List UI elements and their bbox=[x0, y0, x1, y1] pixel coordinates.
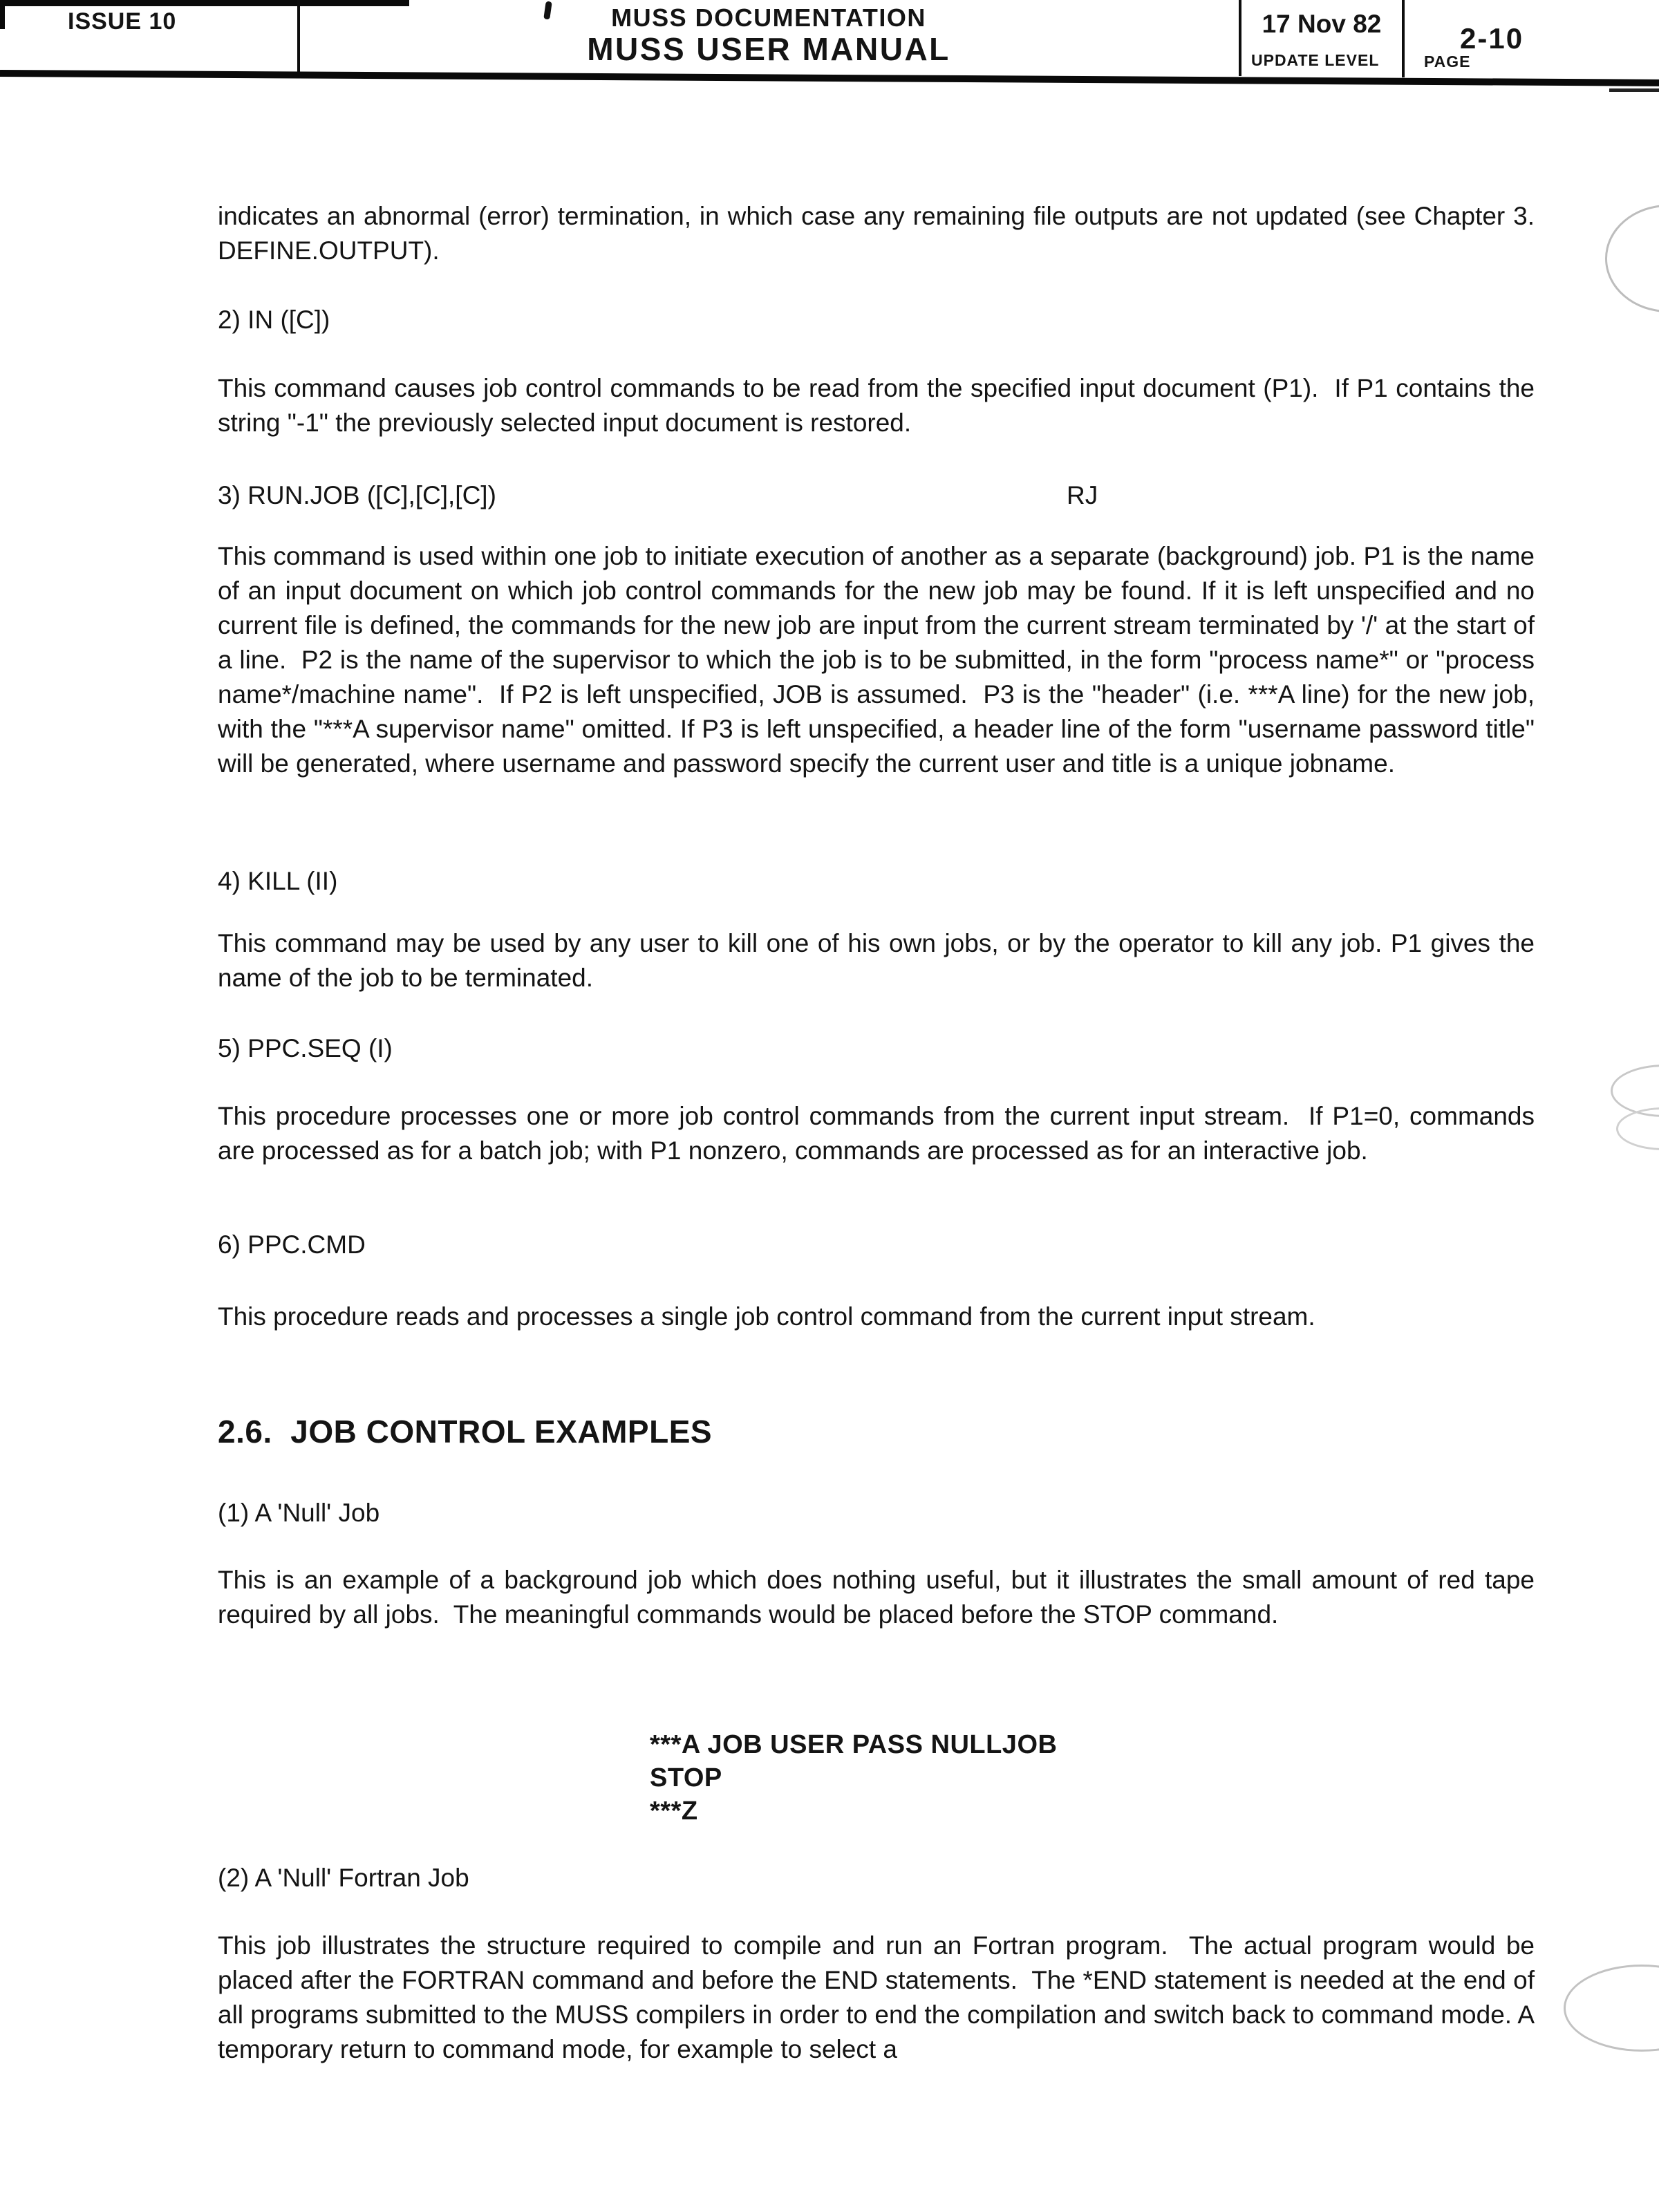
code-line-terminator: ***Z bbox=[650, 1797, 698, 1826]
job-code-block bbox=[650, 1728, 1057, 1828]
command-heading-ppcseq: 5) PPC.SEQ (I) bbox=[218, 1034, 393, 1062]
command-heading-runjob bbox=[218, 478, 1535, 513]
example2-body: This job illustrates the structure required to compile and run an Fortran program. The actual program would be placed after the FORTRAN command and before the END statements. The *END statement is needed at the end of all programs submitted to the MUSS compilers in order to end the compilation and switch back to command mode. A temporary return to command mode, for example to select a bbox=[218, 1931, 1542, 2063]
command-body-ppcseq: This procedure processes one or more job control commands from the current input stream. If P1=0, commands are processed as for a batch job; with P1 nonzero, commands are processed as for an interactive job. bbox=[218, 1102, 1542, 1165]
command-body-ppccmd: This procedure reads and processes a single job control command from the current input stream. bbox=[218, 1302, 1315, 1331]
page-number-box bbox=[1402, 0, 1659, 77]
intro-paragraph: indicates an abnormal (error) termination, in which case any remaining file outputs are not updated (see Chapter 3. DEFINE.OUTPUT). bbox=[218, 202, 1549, 265]
example2-heading: (2) A 'Null' Fortran Job bbox=[218, 1864, 469, 1892]
command-abbrev-rj: RJ bbox=[1067, 481, 1098, 509]
page-label: PAGE bbox=[1424, 53, 1471, 71]
issue-label: ISSUE 10 bbox=[68, 8, 177, 35]
code-line-header: ***A JOB USER PASS NULLJOB bbox=[650, 1730, 1058, 1759]
update-date: 17 Nov 82 bbox=[1262, 10, 1382, 38]
update-level-label: UPDATE LEVEL bbox=[1251, 51, 1380, 69]
command-body-in: This command causes job control commands to be read from the specified input document (P1). If P1 contains the string "-1" the previously selected input document is restored. bbox=[218, 374, 1542, 437]
header-divider-left bbox=[297, 0, 300, 75]
code-line-stop: STOP bbox=[650, 1763, 722, 1792]
example1-body: This is an example of a background job which does nothing useful, but it illustrates the small amount of red tape required by all jobs. The meaningful commands would be placed before the STOP command. bbox=[218, 1566, 1542, 1629]
page-number: 2-10 bbox=[1460, 22, 1524, 55]
document-title-block bbox=[299, 4, 1239, 66]
update-level-box bbox=[1241, 0, 1402, 76]
scan-artifact-arc bbox=[1616, 1107, 1659, 1150]
document-title-line2: MUSS USER MANUAL bbox=[587, 31, 950, 67]
section-heading: 2.6. JOB CONTROL EXAMPLES bbox=[218, 1414, 713, 1450]
command-body-kill: This command may be used by any user to kill one of his own jobs, or by the operator to kill any job. P1 gives the name of the job to be terminated. bbox=[218, 929, 1542, 992]
command-heading-ppccmd: 6) PPC.CMD bbox=[218, 1230, 366, 1259]
example1-heading: (1) A 'Null' Job bbox=[218, 1499, 380, 1527]
command-heading-runjob-text: 3) RUN.JOB ([C],[C],[C]) bbox=[218, 481, 496, 509]
scan-artifact-arc bbox=[1605, 205, 1659, 312]
document-title-line1: MUSS DOCUMENTATION bbox=[611, 3, 926, 32]
command-body-runjob: This command is used within one job to initiate execution of another as a separate (background) job. P1 is the name of an input document on which job control commands for the new job may be found. If it is left unspecified and no current file is defined, the commands for the new job are input from the current stream terminated by '/' at the start of a line. P2 is the name of the supervisor to which the job is to be submitted, in the form "process name*" or "process name*/machine name". If P2 is left unspecified, JOB is assumed. P3 is the "header" (i.e. ***A line) for the new job, with the "***A supervisor name" omitted. If P3 is left unspecified, a header line of the form "username password title" will be generated, where username and password specify the current user and title is a unique jobname. bbox=[218, 542, 1542, 778]
command-heading-in: 2) IN ([C]) bbox=[218, 306, 330, 334]
scan-left-notch bbox=[0, 0, 5, 29]
command-heading-kill: 4) KILL (II) bbox=[218, 867, 338, 895]
scan-artifact-arc bbox=[1564, 1965, 1659, 2052]
header-rule-fragment bbox=[1609, 88, 1659, 92]
